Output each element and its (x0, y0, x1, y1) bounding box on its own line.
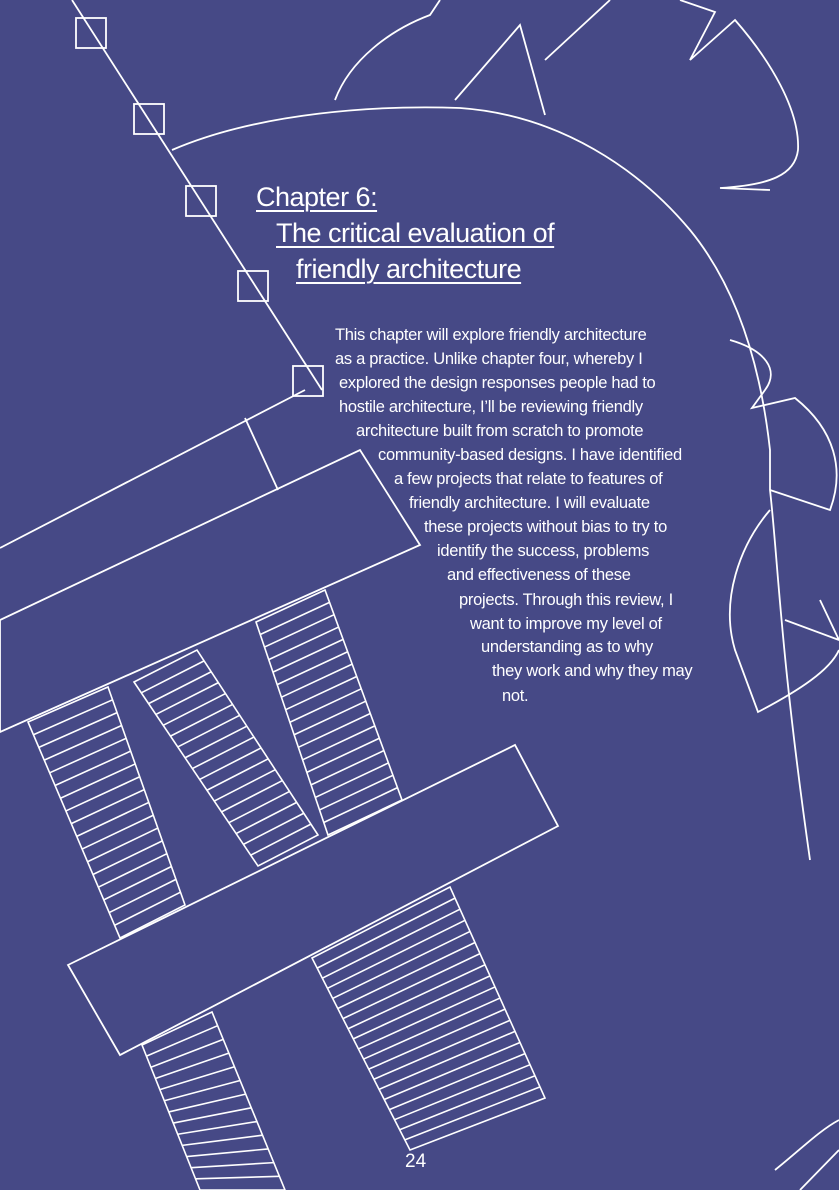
stair-step (277, 652, 347, 685)
pole-square-5 (293, 366, 323, 396)
stair-step (146, 1026, 217, 1056)
tree-lobe-upper-right (680, 0, 798, 190)
stair-step (338, 943, 475, 1009)
stair-step (191, 1163, 274, 1168)
stair-step (303, 726, 375, 760)
platform-divider (245, 418, 278, 490)
stair-step (384, 1042, 520, 1099)
stair-step (290, 689, 361, 722)
pole-square-4 (238, 271, 268, 301)
stair-step (77, 802, 149, 836)
stair-step (229, 791, 290, 822)
tree-lobe-right (545, 0, 610, 60)
stair-step (88, 828, 158, 862)
tree-lobe-bottom-right (775, 1120, 839, 1170)
stair-step (243, 813, 303, 844)
stair-step (294, 701, 366, 735)
stair-step (281, 664, 352, 697)
stair-step (379, 1031, 515, 1089)
tree-lobe-notch (785, 600, 839, 640)
platform-edge-top (0, 390, 305, 548)
stair-step (178, 715, 240, 747)
intro-line: architecture built from scratch to promote (356, 422, 644, 440)
stair-step (163, 694, 225, 726)
intro-line: understanding as to why (481, 638, 653, 656)
tree-lobe-top (335, 0, 440, 100)
stair-step (155, 1053, 228, 1078)
stair-step (82, 815, 153, 849)
stair-step (327, 920, 465, 988)
chapter-title-line-1: The critical evaluation of (276, 218, 555, 248)
stair-step (236, 802, 297, 833)
stair-step (286, 676, 357, 709)
stair-step (273, 639, 343, 672)
stair-step (364, 998, 500, 1059)
stair-step (115, 892, 181, 925)
stair-step (333, 931, 470, 998)
stair-step (343, 954, 480, 1019)
tree-lobe-bottom-right-2 (800, 1150, 839, 1190)
stair-step (269, 627, 339, 660)
stair-step (149, 672, 212, 704)
intro-line: a few projects that relate to features of (394, 470, 663, 488)
stair-step (353, 976, 490, 1039)
stair-step (324, 788, 398, 823)
pole-square-1 (76, 18, 106, 48)
intro-line: This chapter will explore friendly architecture (335, 326, 647, 344)
stair-step (60, 764, 135, 798)
stair-step (317, 898, 455, 968)
intro-line: friendly architecture. I will evaluate (409, 494, 650, 512)
intro-line: not. (502, 687, 529, 705)
stair-step (104, 867, 172, 900)
tree-lobe-top-2 (455, 25, 545, 115)
stair-step (66, 777, 140, 811)
stair-step (33, 700, 112, 735)
stair-step (298, 714, 370, 748)
intro-line: want to improve my level of (470, 615, 662, 633)
chapter-label: Chapter 6: (256, 182, 378, 212)
stair-step (320, 775, 393, 810)
stair-step (50, 738, 126, 773)
intro-line: as a practice. Unlike chapter four, whereby I (335, 350, 643, 368)
stair-step (311, 751, 384, 785)
stair-step (358, 987, 495, 1049)
intro-line: and effectiveness of these (447, 566, 631, 584)
intro-line: identify the success, problems (437, 542, 650, 560)
stair-step (44, 725, 121, 760)
tree-lobe-lower-right (730, 510, 839, 712)
stair-step (322, 909, 460, 978)
intro-line: they work and why they may (492, 662, 693, 680)
stair-step (192, 737, 254, 769)
stair-step (178, 1122, 257, 1135)
stair-step (109, 879, 176, 912)
stair-step (160, 1067, 235, 1090)
stair-step (71, 790, 144, 824)
stair-step (98, 854, 167, 887)
stair-step (369, 1009, 505, 1069)
intro-line: these projects without bias to try to (424, 518, 667, 536)
stair-step (185, 726, 247, 758)
stair-step (374, 1020, 510, 1079)
stair-step (173, 1108, 251, 1123)
stair-step (214, 770, 275, 801)
stair-step (55, 751, 131, 785)
intro-line: projects. Through this review, I (459, 591, 673, 609)
chapter-title-line-2: friendly architecture (296, 254, 522, 284)
staircase-bottom-right (312, 887, 545, 1150)
stair-step (315, 763, 388, 797)
stair-step (222, 781, 283, 812)
stair-step (187, 1149, 269, 1157)
stair-step (264, 615, 334, 647)
staircase-left (28, 687, 185, 938)
intro-line: explored the design responses people had to (339, 374, 656, 392)
stair-step (182, 1135, 262, 1145)
stair-step (307, 738, 380, 772)
intro-line: hostile architecture, I’ll be reviewing friendly (339, 398, 643, 416)
stair-step (196, 1176, 280, 1179)
stair-step (348, 965, 485, 1029)
intro-line: community-based designs. I have identified (378, 446, 682, 464)
upper-platform (0, 450, 420, 732)
stair-step (151, 1039, 223, 1067)
page-number: 24 (405, 1151, 427, 1172)
stair-step (170, 704, 232, 736)
stair-step (93, 841, 162, 875)
stair-step (200, 748, 261, 779)
stair-step (260, 602, 329, 634)
stair-step (39, 713, 117, 748)
stair-step (207, 759, 268, 790)
tree-lobe-mid-right (730, 340, 837, 510)
stair-step (156, 683, 218, 715)
